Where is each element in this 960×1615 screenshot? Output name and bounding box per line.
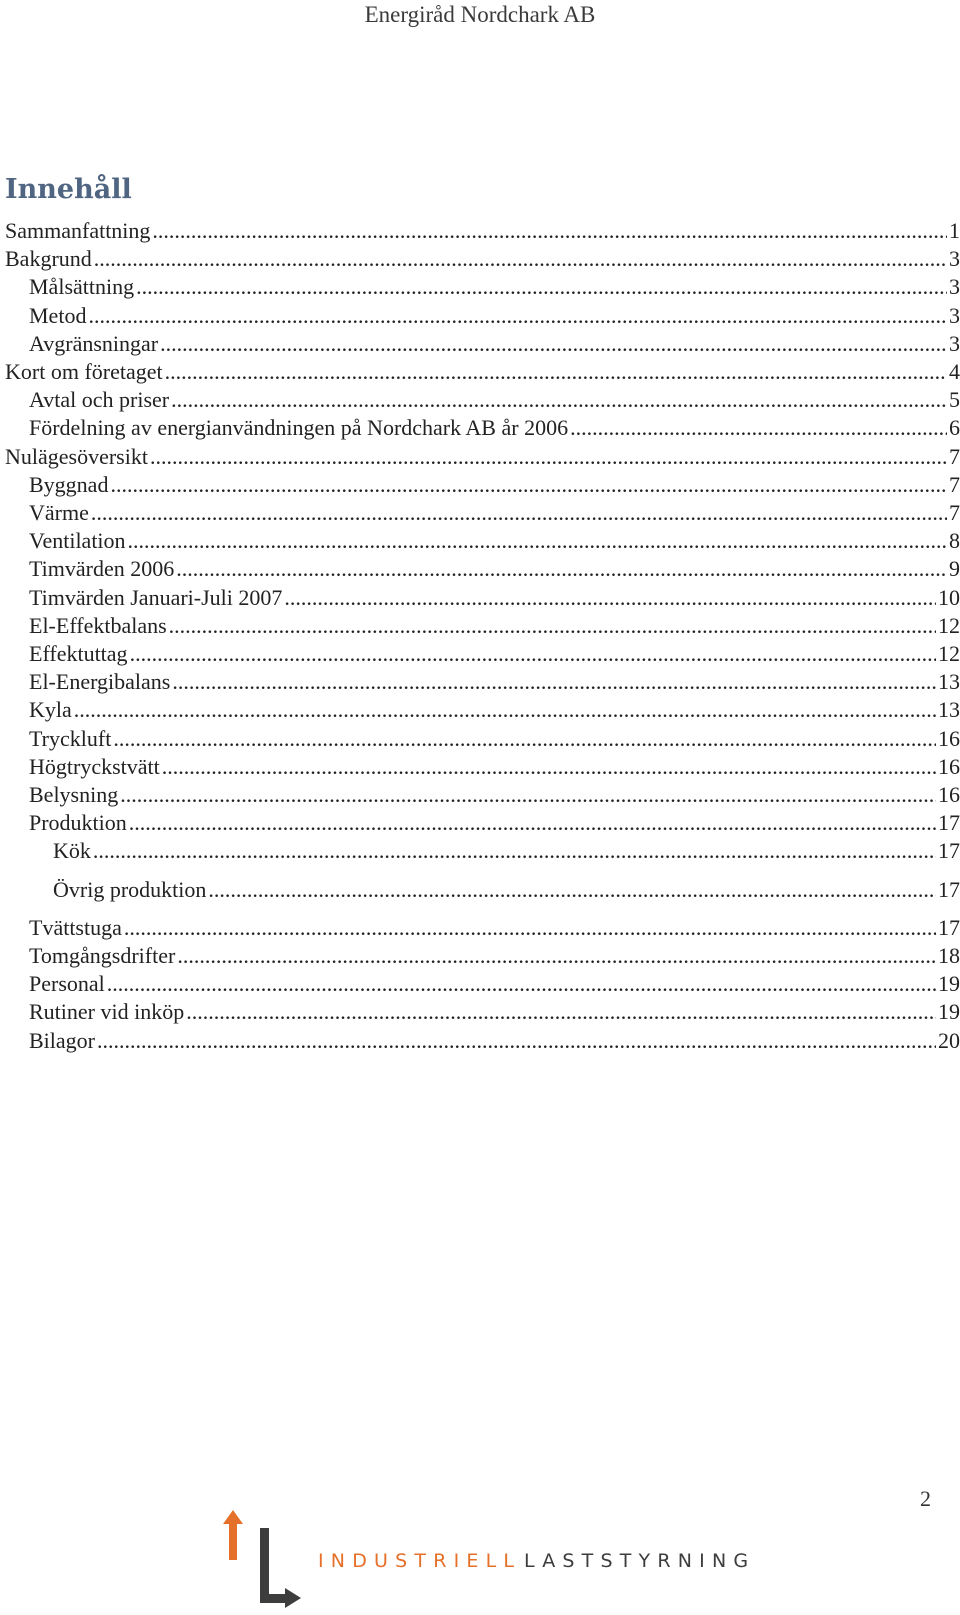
toc-entry[interactable] — [0, 611, 960, 640]
toc-entry-page: 13 — [938, 697, 960, 723]
toc-entry[interactable] — [0, 875, 960, 904]
toc-entry[interactable] — [0, 498, 960, 527]
toc-entry-page: 10 — [938, 584, 960, 610]
toc-dot-leader — [93, 836, 936, 865]
toc-dot-leader — [88, 301, 947, 330]
toc-entry-label: Kort om företaget — [5, 359, 163, 384]
toc-entry-label: Rutiner vid inköp — [29, 999, 185, 1025]
toc-entry-page: 17 — [938, 876, 960, 902]
toc-dot-leader — [171, 385, 947, 414]
toc-dot-leader — [120, 780, 936, 809]
toc-entry[interactable] — [0, 695, 960, 724]
logo-text-industriell: INDUSTRIELL — [318, 1550, 522, 1572]
toc-entry[interactable] — [0, 554, 960, 583]
toc-entry-page: 17 — [938, 914, 960, 940]
toc-entry-label: Fördelning av energianvändningen på Nordchark AB år 2006 — [29, 415, 569, 441]
toc-entry-page: 17 — [938, 810, 960, 836]
toc-dot-leader — [165, 357, 947, 386]
toc-entry-page: 7 — [949, 500, 960, 525]
toc-entry-label: Sammanfattning — [5, 218, 151, 243]
toc-entry[interactable] — [0, 357, 960, 386]
toc-dot-leader — [94, 244, 947, 273]
toc-dot-leader — [136, 272, 947, 301]
toc-dot-leader — [107, 969, 936, 998]
toc-heading: Innehåll — [5, 174, 132, 205]
toc-entry-label: Timvärden Januari-Juli 2007 — [29, 584, 283, 610]
toc-entry[interactable] — [0, 385, 960, 414]
toc-entry-label: Timvärden 2006 — [29, 556, 175, 582]
toc-entry[interactable] — [0, 526, 960, 555]
toc-entry-label: El-Energibalans — [29, 669, 171, 695]
toc-entry[interactable] — [0, 639, 960, 668]
toc-entry-page: 8 — [949, 528, 960, 554]
toc-entry-page: 1 — [949, 218, 960, 243]
toc-entry[interactable] — [0, 442, 960, 471]
toc-dot-leader — [176, 554, 947, 583]
toc-entry-label: Personal — [29, 971, 105, 997]
toc-entry-label: Belysning — [29, 782, 119, 807]
toc-entry-page: 16 — [938, 782, 960, 807]
toc-entry-label: Målsättning — [29, 274, 135, 300]
toc-dot-leader — [284, 583, 936, 612]
toc-entry-label: Tryckluft — [29, 725, 112, 751]
page-number: 2 — [920, 1486, 931, 1511]
toc-entry[interactable] — [0, 808, 960, 837]
toc-entry[interactable] — [0, 329, 960, 358]
toc-entry-page: 19 — [938, 971, 960, 997]
toc-entry[interactable] — [0, 413, 960, 442]
toc-entry[interactable] — [0, 913, 960, 942]
company-logo — [223, 1510, 756, 1610]
toc-entry-label: Avtal och priser — [29, 387, 170, 413]
toc-dot-leader — [124, 913, 936, 942]
toc-entry-page: 12 — [938, 641, 960, 666]
toc-entry-page: 4 — [949, 359, 960, 384]
toc-entry-label: Bakgrund — [5, 246, 92, 272]
toc-dot-leader — [130, 639, 936, 668]
toc-entry[interactable] — [0, 724, 960, 753]
toc-entry-label: Byggnad — [29, 471, 109, 497]
toc-entry-page: 18 — [938, 943, 960, 968]
toc-entry-label: Bilagor — [29, 1027, 95, 1053]
toc-entry-label: Avgränsningar — [29, 330, 159, 356]
toc-entry-page: 7 — [949, 471, 960, 497]
toc-entry-page: 6 — [949, 415, 960, 441]
toc-entry[interactable] — [0, 1026, 960, 1055]
toc-entry-page: 12 — [938, 612, 960, 638]
toc-entry-label: Kök — [53, 838, 91, 864]
toc-entry[interactable] — [0, 244, 960, 273]
toc-entry[interactable] — [0, 470, 960, 499]
toc-entry-label: Metod — [29, 302, 87, 328]
toc-entry-page: 19 — [938, 999, 960, 1025]
toc-entry-page: 17 — [938, 838, 960, 864]
toc-entry-label: El-Effektbalans — [29, 612, 167, 638]
toc-entry-page: 3 — [949, 274, 960, 300]
toc-entry-label: Produktion — [29, 810, 127, 836]
toc-entry-label: Värme — [29, 500, 89, 525]
toc-entry-page: 9 — [949, 556, 960, 582]
toc-entry-page: 16 — [938, 753, 960, 779]
toc-dot-leader — [160, 329, 947, 358]
toc-dot-leader — [208, 875, 936, 904]
toc-entry-page: 5 — [949, 387, 960, 413]
toc-entry[interactable] — [0, 836, 960, 865]
toc-entry-page: 3 — [949, 330, 960, 356]
toc-dot-leader — [150, 442, 947, 471]
toc-dot-leader — [169, 611, 936, 640]
toc-dot-leader — [74, 695, 936, 724]
arrow-l-logo-icon — [223, 1510, 313, 1610]
toc-dot-leader — [177, 941, 936, 970]
toc-entry-page: 20 — [938, 1027, 960, 1053]
toc-entry-label: Effektuttag — [29, 641, 128, 666]
toc-entry-label: Nulägesöversikt — [5, 443, 148, 469]
toc-dot-leader — [91, 498, 947, 527]
toc-entry-label: Kyla — [29, 697, 72, 723]
header-title: Energiråd Nordchark AB — [364, 2, 596, 27]
toc-dot-leader — [152, 216, 947, 245]
toc-entry[interactable] — [0, 997, 960, 1026]
toc-entry-label: Tomgångsdrifter — [29, 943, 176, 968]
toc-entry[interactable] — [0, 752, 960, 781]
toc-entry-label: Övrig produktion — [53, 876, 207, 902]
toc-dot-leader — [186, 997, 936, 1026]
toc-dot-leader — [97, 1026, 936, 1055]
toc-dot-leader — [570, 413, 947, 442]
toc-dot-leader — [113, 724, 936, 753]
toc-entry[interactable] — [0, 780, 960, 809]
toc-entry-page: 7 — [949, 443, 960, 469]
toc-entry-label: Ventilation — [29, 528, 126, 554]
toc-dot-leader — [128, 526, 947, 555]
toc-entry-page: 3 — [949, 246, 960, 272]
toc-entry[interactable] — [0, 667, 960, 696]
toc-entry[interactable] — [0, 583, 960, 612]
toc-entry[interactable] — [0, 301, 960, 330]
toc-entry[interactable] — [0, 941, 960, 970]
toc-entry-label: Högtryckstvätt — [29, 753, 160, 779]
toc-entry-page: 3 — [949, 302, 960, 328]
toc-dot-leader — [129, 808, 936, 837]
toc-entry[interactable] — [0, 216, 960, 245]
toc-dot-leader — [162, 752, 936, 781]
logo-text-laststyrning: LASTSTYRNING — [524, 1550, 756, 1572]
toc-entry[interactable] — [0, 969, 960, 998]
toc-entry-page: 13 — [938, 669, 960, 695]
toc-entry-label: Tvättstuga — [29, 914, 122, 940]
toc-entry[interactable] — [0, 272, 960, 301]
toc-entry-page: 16 — [938, 725, 960, 751]
page-header — [0, 0, 960, 30]
toc-dot-leader — [110, 470, 947, 499]
toc-dot-leader — [172, 667, 936, 696]
